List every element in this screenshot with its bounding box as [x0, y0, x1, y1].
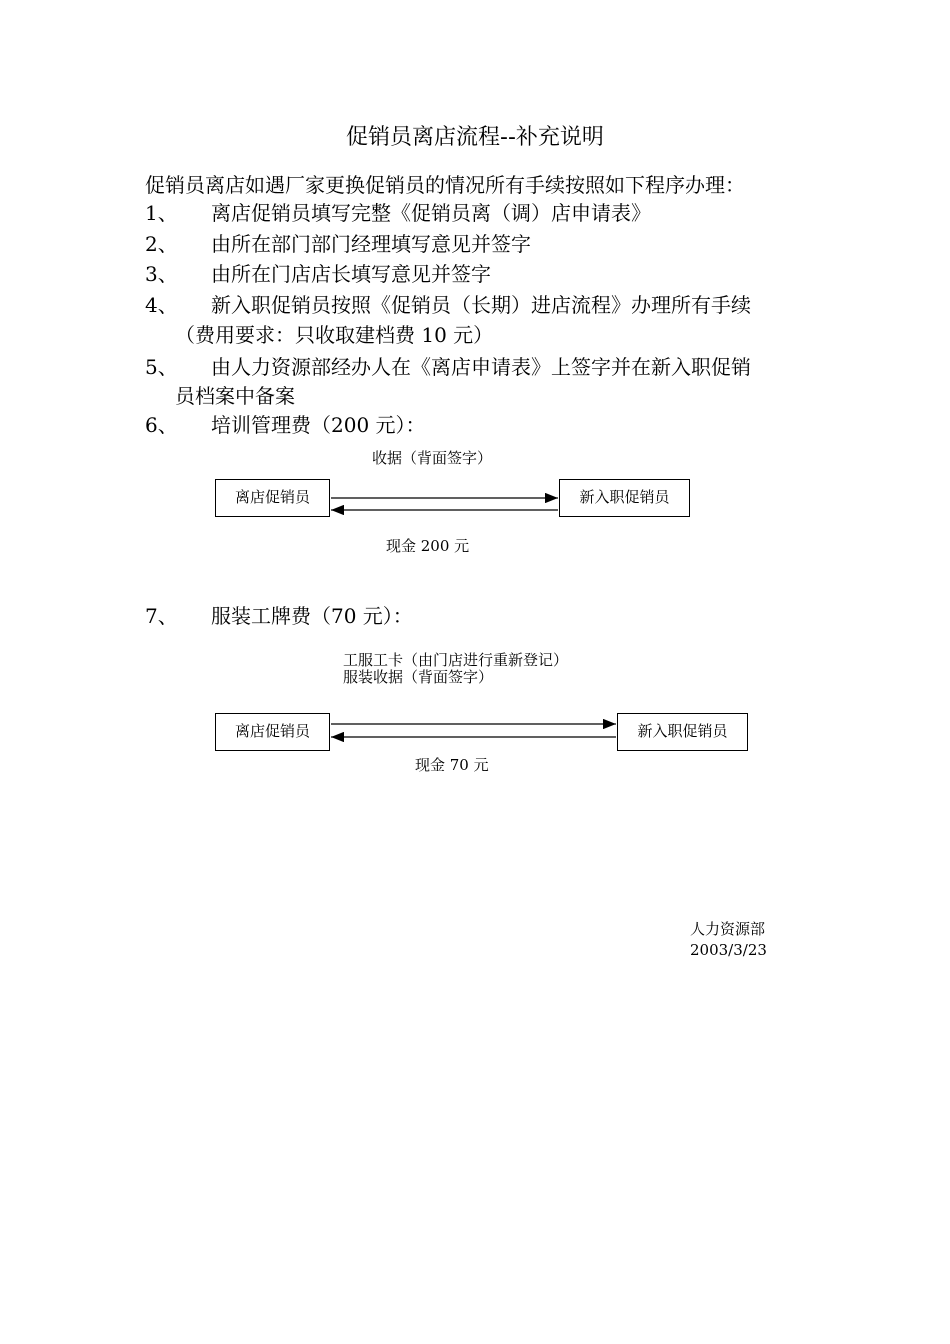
diagram1-right-box: 新入职促销员	[559, 479, 690, 517]
document-title: 促销员离店流程--补充说明	[346, 125, 604, 150]
item-text: 离店促销员填写完整《促销员离（调）店申请表》	[211, 201, 651, 225]
diagram1-left-box: 离店促销员	[215, 479, 330, 517]
item-continuation: （费用要求：只收取建档费 10 元）	[175, 323, 494, 347]
diagram2-right-box: 新入职促销员	[617, 713, 748, 751]
item-continuation: 员档案中备案	[175, 384, 295, 408]
diagram1-bottom-label: 现金 200 元	[386, 537, 470, 555]
item-number: 5、	[145, 355, 178, 379]
diagram2-top-label-2: 服装收据（背面签字）	[343, 668, 494, 686]
item-number: 2、	[145, 232, 178, 256]
item-text: 新入职促销员按照《促销员（长期）进店流程》办理所有手续	[211, 293, 751, 317]
diagram2-top-label-1: 工服工卡（由门店进行重新登记）	[343, 651, 569, 669]
diagram2-bottom-label: 现金 70 元	[415, 756, 489, 774]
item-text: 培训管理费（200 元）：	[211, 413, 426, 437]
diagram2-left-box: 离店促销员	[215, 713, 330, 751]
item-text: 由所在门店店长填写意见并签字	[211, 262, 491, 286]
item-number: 6、	[145, 413, 178, 437]
item-number: 3、	[145, 262, 178, 286]
item-text: 服装工牌费（70 元）：	[211, 604, 413, 628]
signature-date: 2003/3/23	[690, 941, 767, 959]
item-text: 由所在部门部门经理填写意见并签字	[211, 232, 531, 256]
item-number: 1、	[145, 201, 178, 225]
item-text: 由人力资源部经办人在《离店申请表》上签字并在新入职促销	[211, 355, 751, 379]
intro-paragraph: 促销员离店如遇厂家更换促销员的情况所有手续按照如下程序办理：	[145, 173, 745, 197]
diagram1-top-label: 收据（背面签字）	[372, 449, 493, 467]
signature-department: 人力资源部	[690, 920, 766, 938]
item-number: 7、	[145, 604, 178, 628]
item-number: 4、	[145, 293, 178, 317]
